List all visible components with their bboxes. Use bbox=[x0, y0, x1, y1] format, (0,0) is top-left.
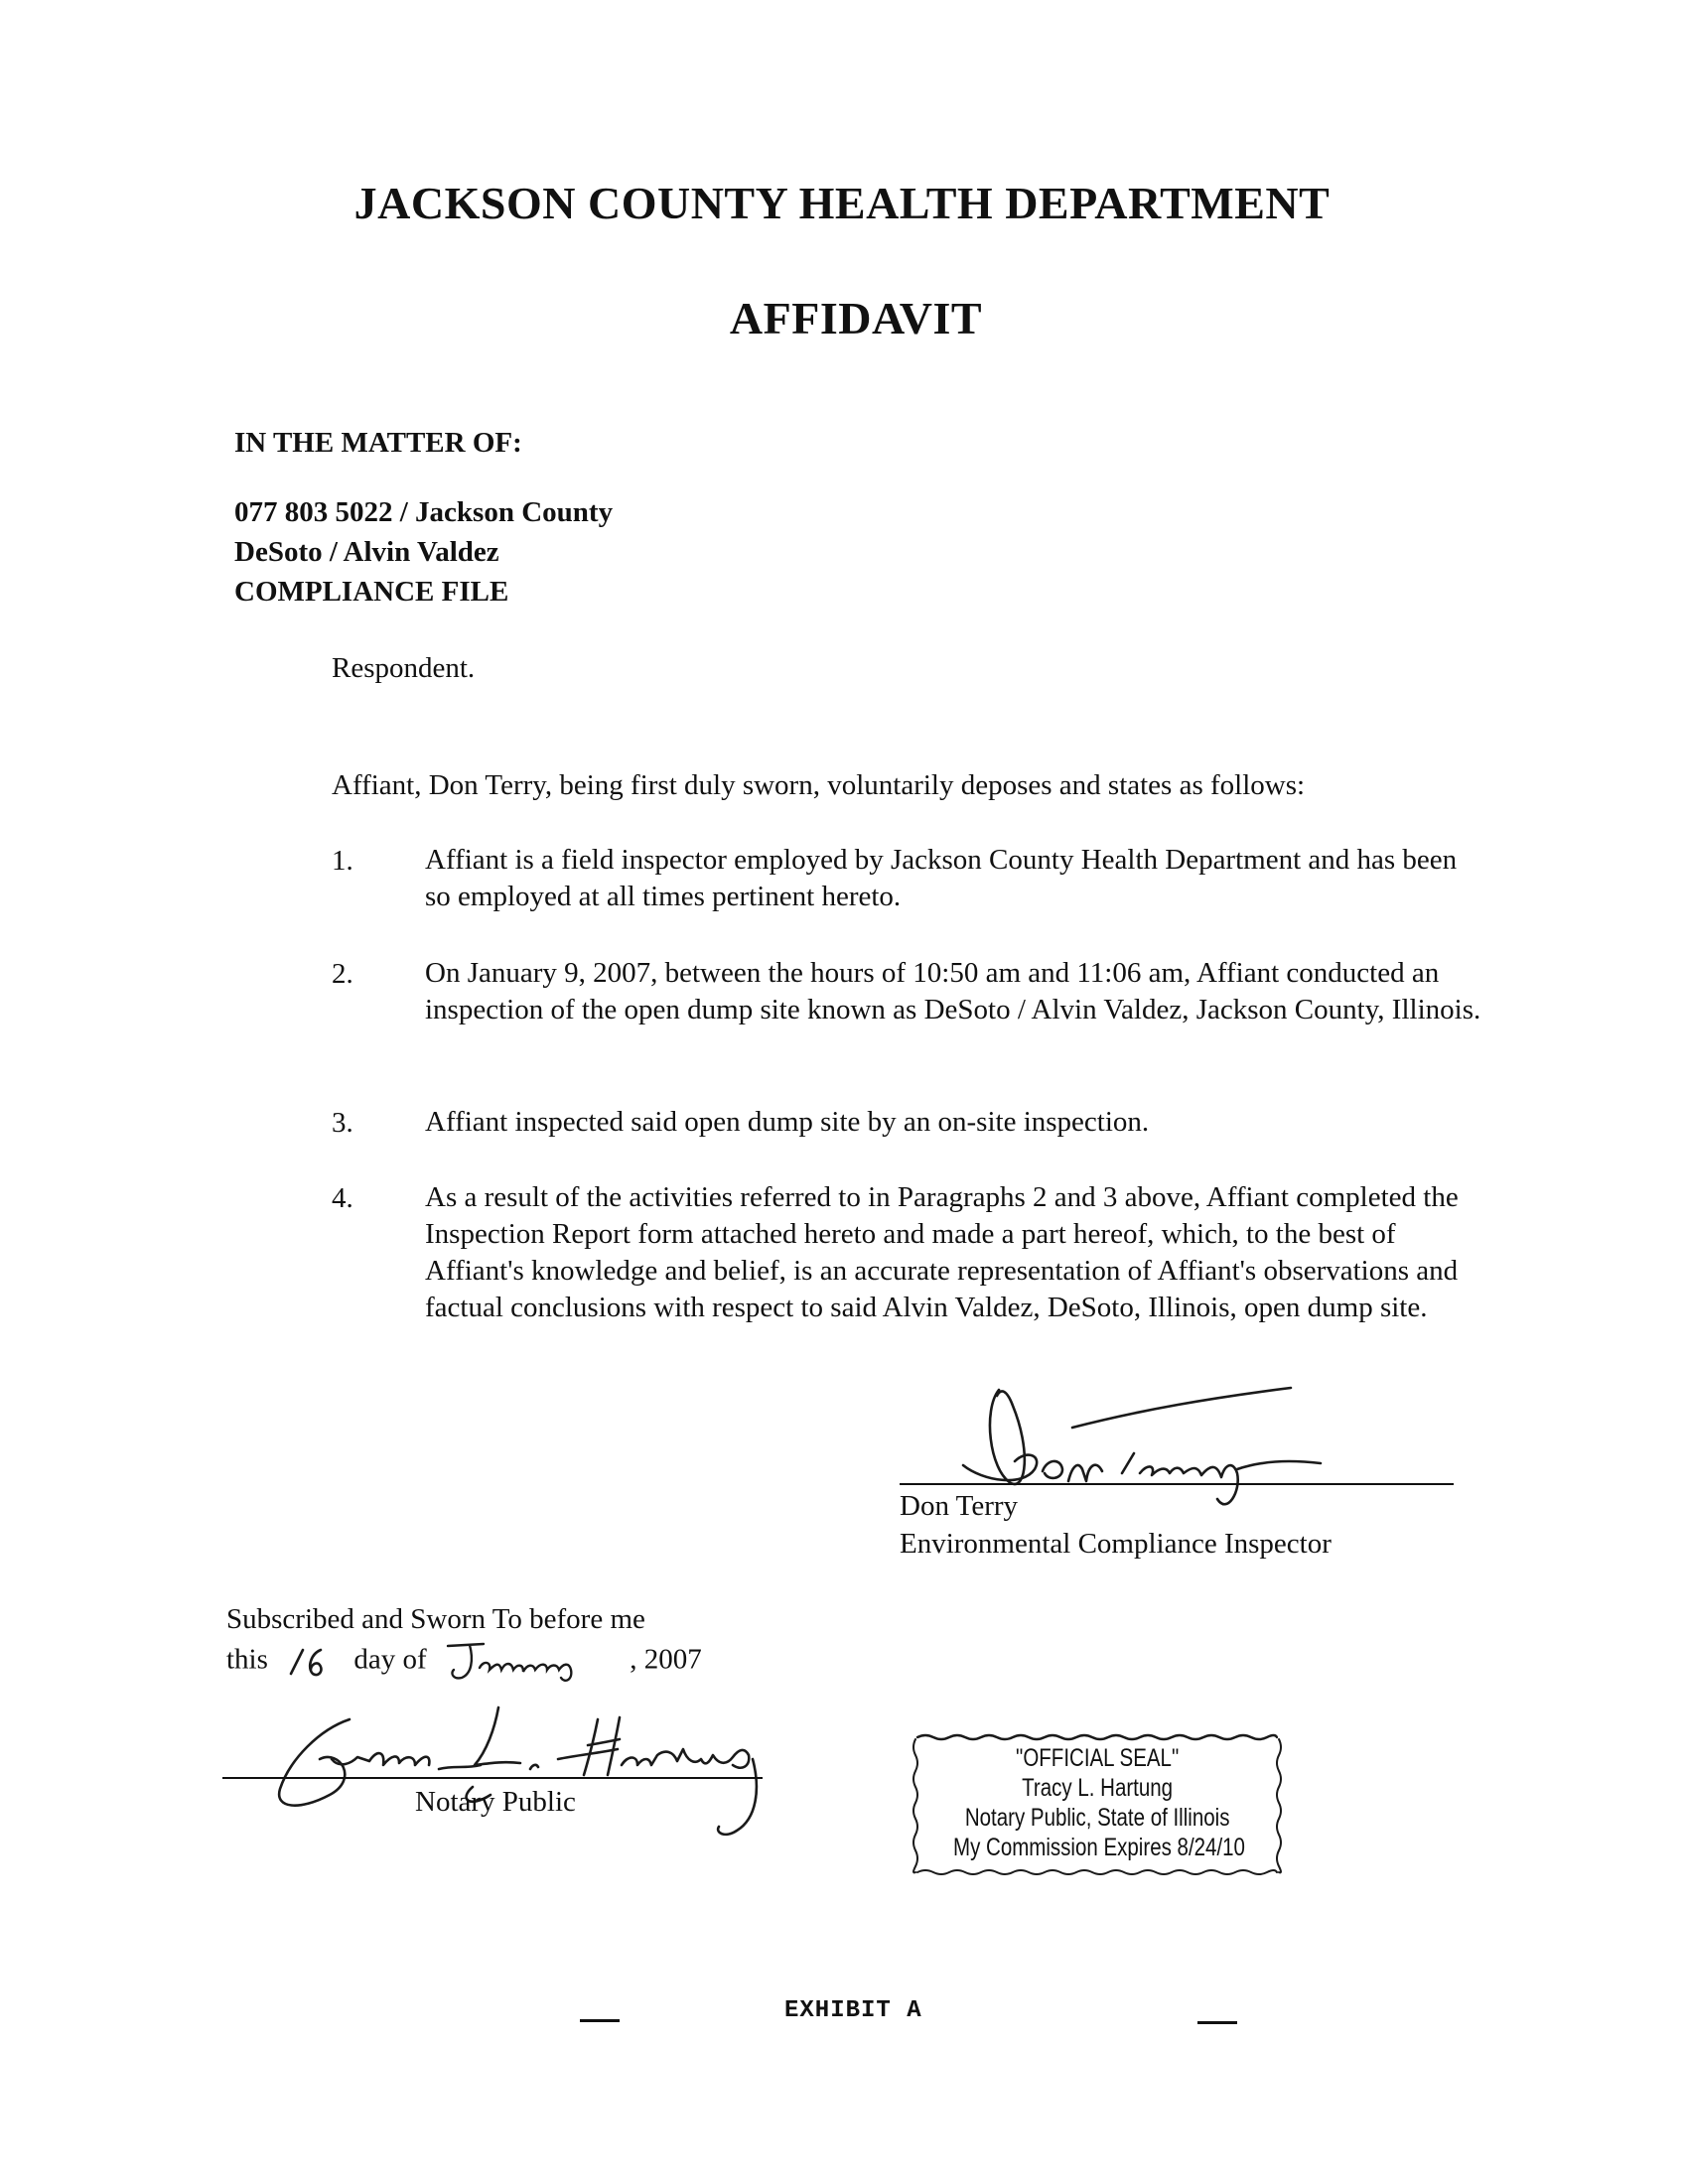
seal-heading: "OFFICIAL SEAL" bbox=[1016, 1744, 1180, 1772]
jurat-date-line bbox=[226, 1640, 702, 1684]
agency-heading: JACKSON COUNTY HEALTH DEPARTMENT bbox=[353, 178, 1331, 228]
paragraph-text: On January 9, 2007, between the hours of 10:50 am and 11:06 am, Affiant conducted an inspection of the open dump site known as DeSoto / Alvin Valdez, Jackson County, Illinois. bbox=[425, 957, 1481, 1025]
seal-notary-name: Tracy L. Hartung bbox=[1022, 1774, 1174, 1802]
matter-line: COMPLIANCE FILE bbox=[234, 576, 509, 608]
paragraph-text: Affiant is a field inspector employed by Jackson County Health Department and has been so employed at all times pertinent hereto. bbox=[425, 844, 1458, 912]
notary-label: Notary Public bbox=[415, 1786, 576, 1818]
paragraph-number: 4. bbox=[332, 1182, 353, 1214]
matter-caption bbox=[234, 492, 613, 612]
document-title: AFFIDAVIT bbox=[729, 293, 983, 343]
jurat-this: this bbox=[226, 1643, 268, 1676]
footer-dash-left bbox=[580, 2019, 620, 2022]
handwritten-day bbox=[285, 1644, 329, 1680]
jurat-day-of: day of bbox=[353, 1643, 427, 1676]
seal-notary-state: Notary Public, State of Illinois bbox=[964, 1804, 1230, 1832]
exhibit-label: EXHIBIT A bbox=[784, 1997, 922, 2024]
seal-commission-expiry: My Commission Expires 8/24/10 bbox=[953, 1834, 1245, 1861]
paragraph-text: Affiant inspected said open dump site by an on-site inspection. bbox=[425, 1106, 1150, 1138]
matter-label: IN THE MATTER OF: bbox=[234, 427, 522, 459]
notary-signature-line bbox=[222, 1777, 763, 1779]
paragraph-text: As a result of the activities referred to in Paragraphs 2 and 3 above, Affiant completed the Inspection Report form attached hereto and made a part hereof, which, to the best of Affiant's knowledge and belief, is an accurate representation of Affiant's observations and factual conclusions with respect to said Alvin Valdez, DeSoto, Illinois, open dump site. bbox=[425, 1181, 1459, 1323]
intro-statement: Affiant, Don Terry, being first duly sworn, voluntarily deposes and states as follows: bbox=[332, 769, 1306, 801]
footer-dash-right bbox=[1197, 2021, 1237, 2024]
paragraph-number: 2. bbox=[332, 958, 353, 990]
matter-line: 077 803 5022 / Jackson County bbox=[234, 496, 614, 528]
jurat-year: , 2007 bbox=[630, 1643, 702, 1676]
seal-text bbox=[953, 1743, 1245, 1862]
affiant-title: Environmental Compliance Inspector bbox=[900, 1528, 1332, 1560]
official-seal-stamp bbox=[912, 1731, 1283, 1878]
paragraph-number: 3. bbox=[332, 1107, 353, 1139]
paragraph-number: 1. bbox=[332, 845, 353, 877]
affiant-name: Don Terry bbox=[900, 1490, 1019, 1522]
respondent-label: Respondent. bbox=[332, 652, 476, 684]
affiant-signature-line bbox=[900, 1483, 1454, 1485]
handwritten-month bbox=[444, 1640, 593, 1684]
matter-line: DeSoto / Alvin Valdez bbox=[234, 536, 499, 568]
jurat-line: Subscribed and Sworn To before me bbox=[226, 1603, 645, 1635]
